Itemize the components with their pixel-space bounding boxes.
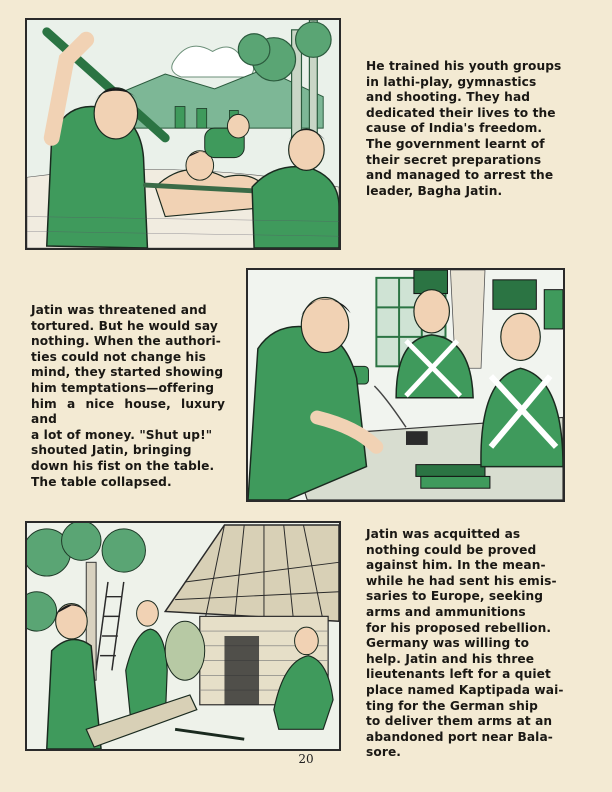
hut-drawing [27,523,339,749]
text-line: in lathi-play, gymnastics [366,74,537,89]
text-line: a lot of money. "Shut up!" [31,427,213,442]
text-line: arms and ammunitions [366,604,526,619]
lathi-training-drawing [27,20,339,248]
paragraph-acquittal [366,527,566,761]
text-line: Jatin was acquitted as [366,527,521,541]
text-line: against him. In the mean- [366,558,546,573]
text-line: He trained his youth groups [366,59,562,73]
text-line: mind, they started showing [31,365,224,380]
text-line: and managed to arrest the [366,168,554,183]
text-line: for his proposed rebellion. [366,620,552,635]
text-line: him a nice house, luxury and [31,396,225,427]
text-line: nothing could be proved [366,542,537,557]
text-line: and shooting. They had [366,90,531,105]
panel-hut-illustration [25,521,341,751]
text-line: lieutenants left for a quiet [366,667,551,682]
text-line: down his fist on the table. [31,458,215,473]
paragraph-interrogation [31,303,225,490]
text-line: Jatin was threatened and [31,303,207,317]
text-line: The government learnt of [366,136,545,151]
text-line: their secret preparations [366,152,542,167]
text-line: place named Kaptipada wai- [366,682,564,697]
interrogation-drawing [248,270,563,500]
paragraph-training [366,59,566,199]
text-line: abandoned port near Bala- [366,729,553,744]
panel-lathi-training-illustration [25,18,341,250]
page-number: 20 [298,752,314,766]
text-line: dedicated their lives to the [366,105,556,120]
text-line: help. Jatin and his three [366,651,535,666]
text-line: tortured. But he would say [31,318,218,333]
text-line: The table collapsed. [31,474,172,489]
text-line: saries to Europe, seeking [366,589,544,604]
text-line: ting for the German ship [366,698,538,713]
text-line: him temptations—offering [31,380,215,395]
text-line: sore. [366,745,402,760]
text-line: while he had sent his emis- [366,573,557,588]
text-line: cause of India's freedom. [366,121,543,136]
text-line: to deliver them arms at an [366,714,553,729]
text-line: nothing. When the authori- [31,334,221,349]
text-line: leader, Bagha Jatin. [366,183,503,198]
panel-interrogation-illustration [246,268,565,502]
text-line: shouted Jatin, bringing [31,443,192,458]
text-line: ties could not change his [31,349,206,364]
text-line: Germany was willing to [366,636,530,651]
